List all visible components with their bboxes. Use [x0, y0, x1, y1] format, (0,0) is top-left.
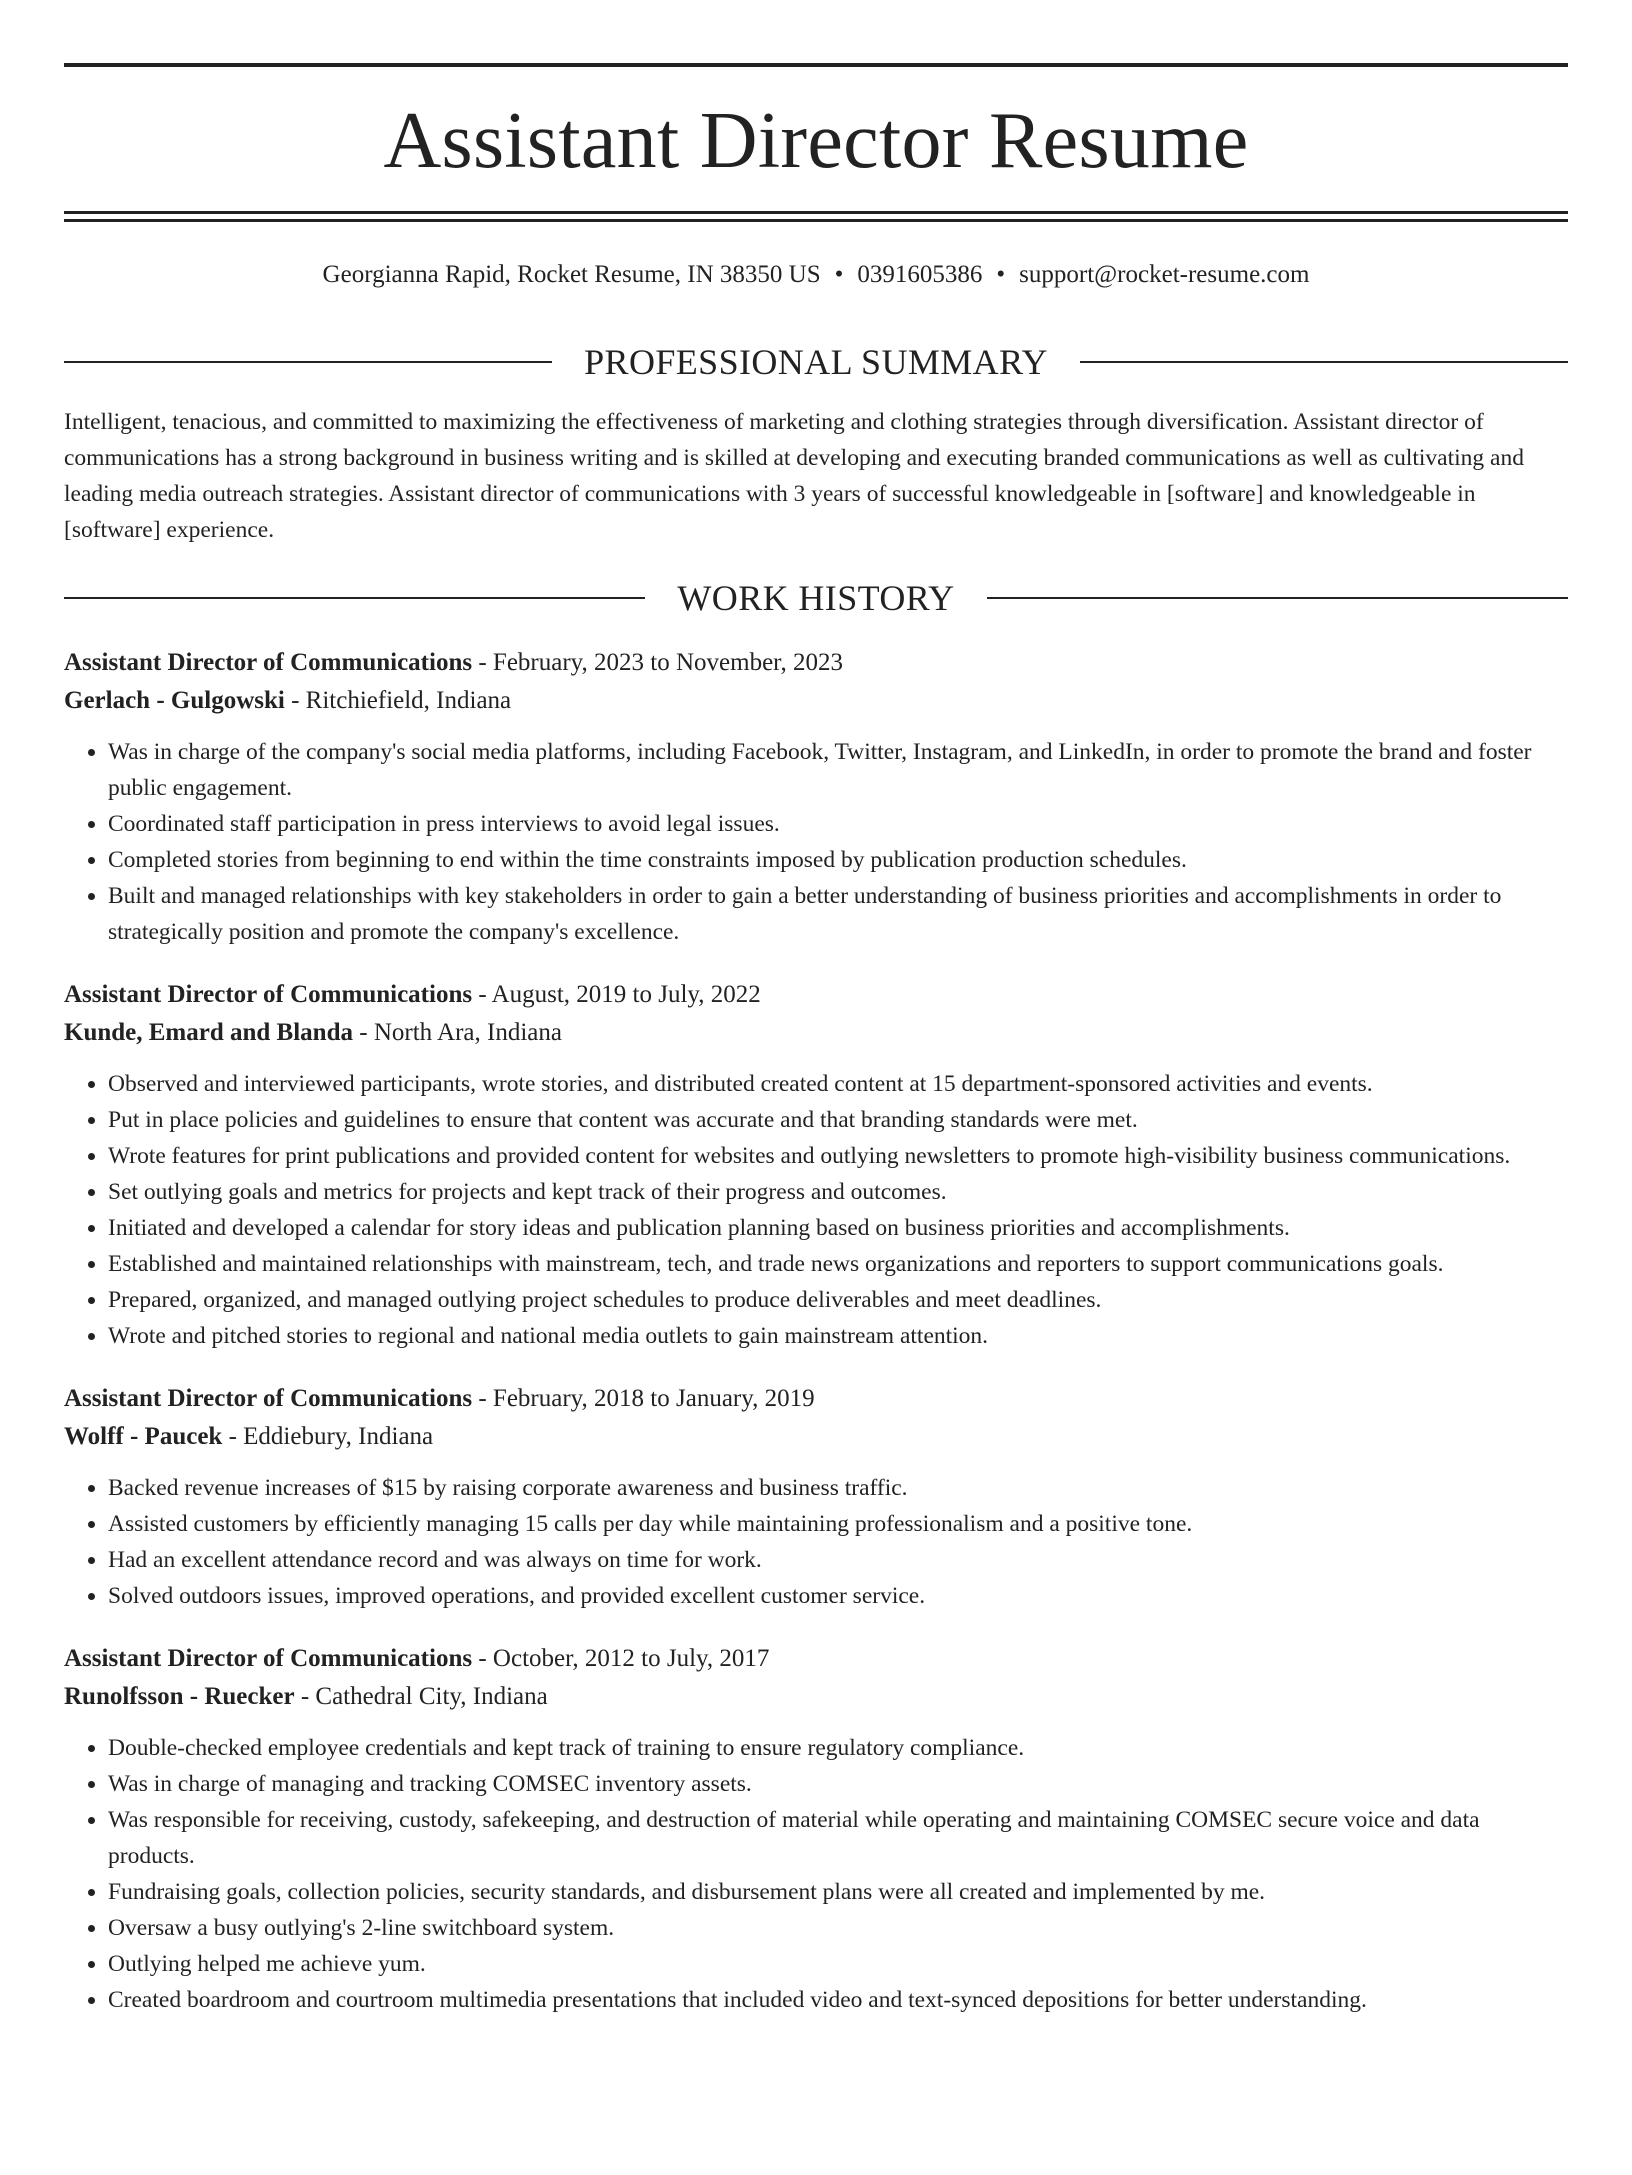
job-bullet: • Assisted customers by efficiently managing 15 calls per day while maintaining professionalism and a positive tone.: [108, 1506, 1568, 1542]
title-rule-upper: [64, 211, 1568, 214]
summary-heading-label: PROFESSIONAL SUMMARY: [584, 342, 1048, 382]
job-location: - Ritchiefield, Indiana: [284, 687, 512, 714]
job-title: Assistant Director of Communications: [64, 1645, 473, 1672]
title-rule-lower: [64, 219, 1568, 222]
job-dates: - August, 2019 to July, 2022: [472, 981, 761, 1008]
job-bullet: • Wrote and pitched stories to regional and national media outlets to gain mainstream attention.: [108, 1318, 1568, 1354]
job-title: Assistant Director of Communications: [64, 981, 473, 1008]
job-bullet: • Initiated and developed a calendar for story ideas and publication planning based on business priorities and accomplishments.: [108, 1210, 1568, 1246]
job-location: - Cathedral City, Indiana: [294, 1683, 548, 1710]
job-list: [64, 644, 1568, 2018]
job-bullet: • Set outlying goals and metrics for projects and kept track of their progress and outcomes.: [108, 1174, 1568, 1210]
job-title: Assistant Director of Communications: [64, 649, 473, 676]
job-bullet: • Was responsible for receiving, custody, safekeeping, and destruction of material while operating and maintaining COMSEC secure voice and data products.: [108, 1802, 1568, 1874]
job-bullet: • Prepared, organized, and managed outlying project schedules to produce deliverables and meet deadlines.: [108, 1282, 1568, 1318]
summary-heading: [64, 342, 1568, 382]
job-entry: [64, 976, 1568, 1354]
heading-rule-left: [64, 597, 645, 599]
contact-separator: •: [996, 261, 1006, 288]
job-title-line: [64, 976, 1568, 1014]
job-company: Runolfsson - Ruecker: [64, 1683, 295, 1710]
job-title-line: [64, 1380, 1568, 1418]
job-title: Assistant Director of Communications: [64, 1385, 473, 1412]
job-bullet: • Outlying helped me achieve yum.: [108, 1946, 1568, 1982]
job-dates: - October, 2012 to July, 2017: [472, 1645, 770, 1672]
work-history-heading: [64, 578, 1568, 618]
job-bullet-list: [64, 1730, 1568, 2018]
job-company-line: [64, 1014, 1568, 1052]
job-bullet: • Created boardroom and courtroom multimedia presentations that included video and text-synced depositions for better understanding.: [108, 1982, 1568, 2018]
job-bullet: • Was in charge of managing and tracking COMSEC inventory assets.: [108, 1766, 1568, 1802]
job-bullet: • Put in place policies and guidelines to ensure that content was accurate and that branding standards were met.: [108, 1102, 1568, 1138]
contact-address: Georgianna Rapid, Rocket Resume, IN 38350 US: [322, 261, 821, 288]
job-title-line: [64, 1640, 1568, 1678]
job-company: Gerlach - Gulgowski: [64, 687, 285, 714]
job-bullet: • Solved outdoors issues, improved operations, and provided excellent customer service.: [108, 1578, 1568, 1614]
contact-line: [64, 260, 1568, 290]
job-location: - Eddiebury, Indiana: [222, 1423, 434, 1450]
job-company-line: [64, 1678, 1568, 1716]
job-company-line: [64, 1418, 1568, 1456]
job-title-line: [64, 644, 1568, 682]
work-history-heading-label: WORK HISTORY: [677, 578, 955, 618]
job-bullet: • Wrote features for print publications and provided content for websites and outlying newsletters to promote high-visibility business communications.: [108, 1138, 1568, 1174]
contact-phone: 0391605386: [857, 261, 983, 288]
job-bullet: • Completed stories from beginning to end within the time constraints imposed by publication production schedules.: [108, 842, 1568, 878]
job-bullet: • Built and managed relationships with key stakeholders in order to gain a better understanding of business priorities and accomplishments in order to strategically position and promote the company's excellence.: [108, 878, 1568, 950]
job-bullet-list: [64, 734, 1568, 950]
heading-rule-right: [987, 597, 1568, 599]
job-bullet-list: [64, 1066, 1568, 1354]
job-entry: [64, 1380, 1568, 1614]
job-entry: [64, 644, 1568, 950]
job-entry: [64, 1640, 1568, 2018]
job-company: Kunde, Emard and Blanda: [64, 1019, 353, 1046]
contact-separator: •: [834, 261, 844, 288]
job-bullet: • Observed and interviewed participants, wrote stories, and distributed created content at 15 department-sponsored activities and events.: [108, 1066, 1568, 1102]
heading-rule-left: [64, 361, 552, 363]
summary-text: Intelligent, tenacious, and committed to maximizing the effectiveness of marketing and clothing strategies through diversification. Assistant director of communications has a strong background in business writing and is skilled at developing and executing branded communications as well as cultivating and leading media outreach strategies. Assistant director of communications with 3 years of successful knowledgeable in [software] and knowledgeable in [software] experience.: [64, 409, 1524, 543]
job-bullet-list: [64, 1470, 1568, 1614]
job-bullet: • Established and maintained relationships with mainstream, tech, and trade news organizations and reporters to support communications goals.: [108, 1246, 1568, 1282]
resume-page: [0, 63, 1632, 2175]
job-bullet: • Double-checked employee credentials and kept track of training to ensure regulatory compliance.: [108, 1730, 1568, 1766]
job-bullet: • Oversaw a busy outlying's 2-line switchboard system.: [108, 1910, 1568, 1946]
job-bullet: • Coordinated staff participation in press interviews to avoid legal issues.: [108, 806, 1568, 842]
job-company-line: [64, 682, 1568, 720]
job-bullet: • Had an excellent attendance record and was always on time for work.: [108, 1542, 1568, 1578]
job-bullet: • Backed revenue increases of $15 by raising corporate awareness and business traffic.: [108, 1470, 1568, 1506]
job-dates: - February, 2023 to November, 2023: [472, 649, 844, 676]
top-rule: [64, 63, 1568, 67]
job-bullet: • Fundraising goals, collection policies, security standards, and disbursement plans were all created and implemented by me.: [108, 1874, 1568, 1910]
job-bullet: • Was in charge of the company's social media platforms, including Facebook, Twitter, Instagram, and LinkedIn, in order to promote the brand and foster public engagement.: [108, 734, 1568, 806]
resume-title: Assistant Director Resume: [383, 97, 1249, 185]
job-dates: - February, 2018 to January, 2019: [472, 1385, 815, 1412]
job-location: - North Ara, Indiana: [353, 1019, 562, 1046]
contact-email: support@rocket-resume.com: [1019, 261, 1310, 288]
heading-rule-right: [1080, 361, 1568, 363]
job-company: Wolff - Paucek: [64, 1423, 223, 1450]
